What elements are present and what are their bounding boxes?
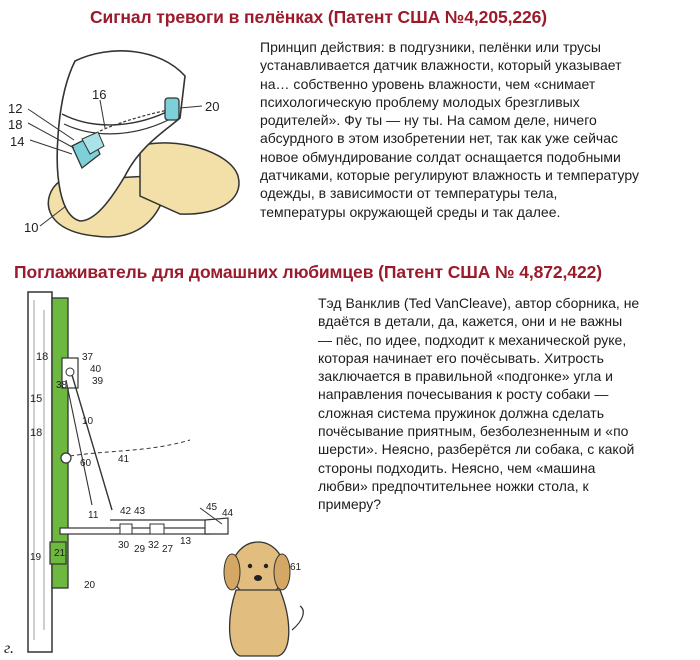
section1-line: новое обмундирование солдат оснащается подобными [260,148,621,165]
section2-line: — пёс, по идее, подходит к механической руке, [318,331,627,348]
section2-line: стороны подходить. Неясно, чем «машина [318,459,596,476]
fig1-label-16: 16 [92,87,107,102]
fig2-label-42: 42 [120,506,132,517]
fig2-label-41: 41 [118,454,130,465]
section1-paragraph [260,38,639,221]
fig2-label-18: 18 [36,351,49,363]
fig2-label-32: 32 [148,540,160,551]
section1-line: датчиками, которые регулируют влажность и температуру [260,167,640,184]
fig2-label-27: 27 [162,544,174,555]
section2-line: примеру? [318,496,382,513]
fig2-label-60: 60 [80,458,92,469]
section1-line: родителей». Фу ты — ну ты. На самом деле, ничего [260,112,597,129]
section2-line: шерсти». Неясно, разберётся ли собака, с какой [318,441,635,458]
section2-line: сложная система пружинок должна сделать [318,404,604,421]
fig2-label-44: 44 [222,508,234,519]
fig2-label-18b: 18 [30,427,43,439]
diaper-sensor-illustration [0,36,250,246]
section2-line: направления почесывания к росту собаки — [318,386,609,403]
section1-title: Сигнал тревоги в пелёнках (Патент США №4,205,226) [90,7,547,27]
fig2-label-21: 21 [54,548,66,559]
section2-paragraph [318,294,639,514]
fig1-label-10: 10 [24,220,39,235]
section1-line: одежды, в зависимости от температуры тела, [260,185,558,202]
fig2-label-61: 61 [290,562,302,573]
section2-line: любви» предпочтительнее ножки стола, к [318,477,589,494]
section2-line: почёсывание приятным, безболезненным и «по [318,423,629,440]
section1-line: температуры окружающей среды и так далее. [260,203,561,220]
fig2-label-30: 30 [118,540,130,551]
fig2-label-38: 38 [56,380,68,391]
fig1-label-20: 20 [205,99,220,114]
section1-line: Принцип действия: в подгузники, пелёнки или трусы [260,39,601,55]
fig2-label-13: 13 [180,536,192,547]
section2-line: заключается в правильной «подгонке» угла и [318,368,613,385]
section2-line: вдаётся в детали, да, кажется, они и не важны [318,313,623,330]
fig2-label-43: 43 [134,506,146,517]
fig1-label-12: 12 [8,101,23,116]
section2-title: Поглаживатель для домашних любимцев (Патент США № 4,872,422) [14,262,602,282]
fig2-label-10: 10 [82,416,94,427]
fig2-label-45: 45 [206,502,218,513]
fig2-label-19: 19 [30,552,42,563]
section1-line: устанавливается датчик влажности, который указывает [260,57,622,74]
section1-line: на… собственно уровень влажности, чем «снимает [260,75,596,92]
section2-line: которая начинает его почёсывать. Хитрость [318,349,604,366]
fig2-label-37: 37 [82,352,94,363]
fig2-label-29: 29 [134,544,146,555]
fig2-label-40: 40 [90,364,102,375]
fig1-label-18: 18 [8,117,23,132]
fig1-label-14: 14 [10,134,25,149]
section1-line: психологическую проблему молодых брезгливых [260,93,580,110]
section1-line: абсурдного в этом изобретении нет, так как уже сейчас [260,130,618,147]
section2-line: Тэд Ванклив (Ted VanCleave), автор сборника, не [318,295,640,311]
fig2-label-15: 15 [30,393,43,405]
fig2-label-39: 39 [92,376,104,387]
pet-scratcher-illustration [0,280,310,660]
fig2-label-11: 11 [88,510,99,521]
corner-mark: г. [4,640,15,657]
fig2-label-20: 20 [84,580,96,591]
